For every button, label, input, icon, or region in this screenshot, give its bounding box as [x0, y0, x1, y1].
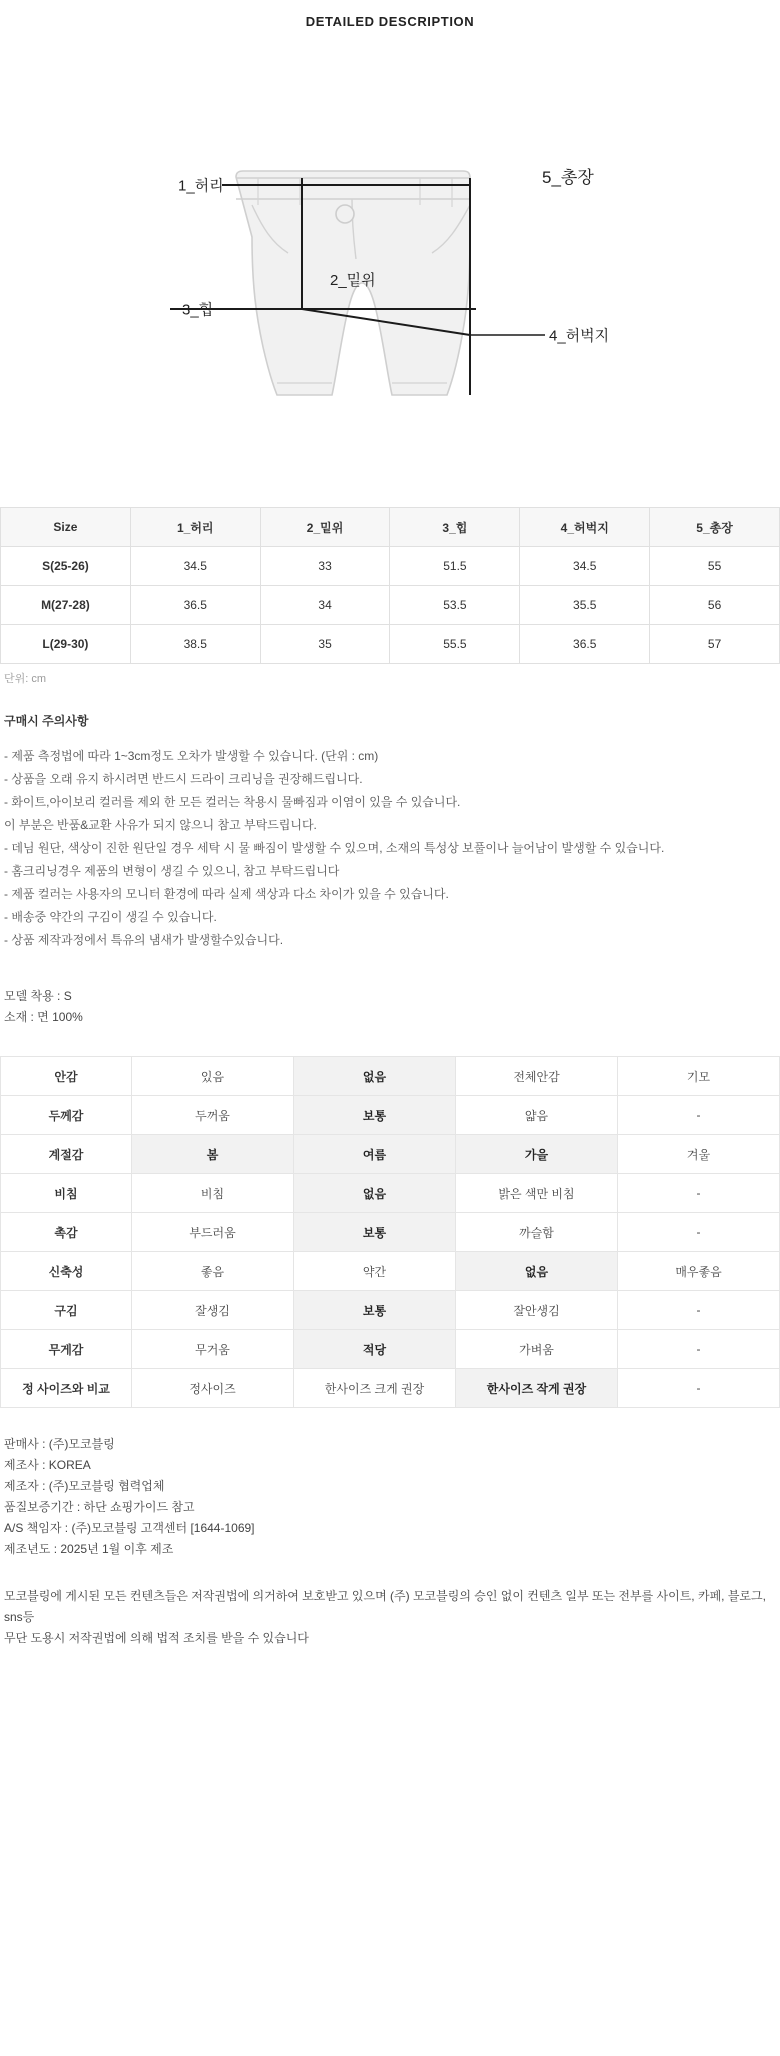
attr-option-cell: 잘생김	[132, 1291, 294, 1330]
attr-name-cell: 계절감	[1, 1135, 132, 1174]
attr-option-cell: 있음	[132, 1057, 294, 1096]
table-row	[1, 625, 780, 664]
attr-option-cell: 전체안감	[456, 1057, 618, 1096]
attr-name-cell: 안감	[1, 1057, 132, 1096]
attr-name-cell: 두께감	[1, 1096, 132, 1135]
size-table-header-cell: 5_총장	[650, 508, 780, 547]
size-value-cell: 34.5	[520, 547, 650, 586]
size-value-cell: 36.5	[130, 586, 260, 625]
size-value-cell: 55	[650, 547, 780, 586]
size-table	[0, 507, 780, 664]
attr-option-cell-selected: 없음	[456, 1252, 618, 1291]
attr-option-cell-selected: 여름	[294, 1135, 456, 1174]
table-row	[1, 586, 780, 625]
unit-note: 단위: cm	[4, 673, 47, 685]
size-table-header-cell: Size	[1, 508, 131, 547]
table-row	[1, 1174, 780, 1213]
attr-option-cell-selected: 없음	[294, 1174, 456, 1213]
attr-option-cell-selected: 없음	[294, 1057, 456, 1096]
size-table-section	[0, 507, 780, 686]
attr-option-cell: -	[618, 1096, 780, 1135]
attr-name-cell: 정 사이즈와 비교	[1, 1369, 132, 1408]
table-row	[1, 547, 780, 586]
measurement-diagram	[0, 47, 780, 507]
copyright-line: 무단 도용시 저작권법에 의해 법적 조치를 받을 수 있습니다	[4, 1631, 309, 1645]
model-info-section	[0, 986, 780, 1028]
attr-option-cell: 정사이즈	[132, 1369, 294, 1408]
attr-option-cell: 비침	[132, 1174, 294, 1213]
copyright-section	[0, 1586, 780, 1669]
attr-option-cell: 기모	[618, 1057, 780, 1096]
attr-option-cell-selected: 적당	[294, 1330, 456, 1369]
size-value-cell: 35	[260, 625, 390, 664]
notice-line: - 상품 제작과정에서 특유의 냄새가 발생할수있습니다.	[4, 933, 284, 947]
size-value-cell: 34	[260, 586, 390, 625]
attr-name-cell: 구김	[1, 1291, 132, 1330]
attr-option-cell: -	[618, 1330, 780, 1369]
size-value-cell: 35.5	[520, 586, 650, 625]
table-row	[1, 1135, 780, 1174]
attr-option-cell: 한사이즈 크게 권장	[294, 1369, 456, 1408]
size-cell: S(25-26)	[1, 547, 131, 586]
attr-option-cell-selected: 가을	[456, 1135, 618, 1174]
size-value-cell: 56	[650, 586, 780, 625]
attr-option-cell: 밝은 색만 비침	[456, 1174, 618, 1213]
table-row	[1, 1213, 780, 1252]
purchase-notice-section	[0, 712, 780, 952]
table-row	[1, 1291, 780, 1330]
notice-title: 구매시 주의사항	[4, 714, 89, 728]
attr-option-cell-selected: 보통	[294, 1096, 456, 1135]
table-row	[1, 1369, 780, 1408]
notice-line: - 배송중 약간의 구김이 생길 수 있습니다.	[4, 910, 217, 924]
seller-line: 판매사 : (주)모코블링	[4, 1437, 115, 1451]
table-row	[1, 1252, 780, 1291]
diagram-label-rise: 2_밑위	[330, 272, 376, 289]
size-table-header-cell: 2_밑위	[260, 508, 390, 547]
attr-option-cell: 부드러움	[132, 1213, 294, 1252]
attr-option-cell: 매우좋음	[618, 1252, 780, 1291]
notice-line: - 제품 측정법에 따라 1~3cm정도 오차가 발생할 수 있습니다. (단위 : cm)	[4, 749, 379, 763]
size-value-cell: 36.5	[520, 625, 650, 664]
attr-option-cell: 약간	[294, 1252, 456, 1291]
attr-name-cell: 신축성	[1, 1252, 132, 1291]
table-row	[1, 1096, 780, 1135]
size-table-header-cell: 1_허리	[130, 508, 260, 547]
size-value-cell: 38.5	[130, 625, 260, 664]
model-wearing-size: 모델 착용 : S	[4, 989, 72, 1003]
diagram-label-length: 5_총장	[542, 168, 594, 187]
attr-option-cell: 겨울	[618, 1135, 780, 1174]
seller-line: 제조사 : KOREA	[4, 1458, 91, 1472]
fabric-attribute-table	[0, 1056, 780, 1408]
diagram-label-thigh: 4_허벅지	[549, 327, 610, 345]
size-value-cell: 34.5	[130, 547, 260, 586]
seller-line: 제조년도 : 2025년 1월 이후 제조	[4, 1542, 174, 1556]
size-value-cell: 33	[260, 547, 390, 586]
notice-line: - 홈크리닝경우 제품의 변형이 생길 수 있으니, 참고 부탁드립니다	[4, 864, 340, 878]
attr-option-cell: 잘안생김	[456, 1291, 618, 1330]
attr-option-cell: 무거움	[132, 1330, 294, 1369]
table-row	[1, 1057, 780, 1096]
attr-option-cell: -	[618, 1369, 780, 1408]
size-value-cell: 55.5	[390, 625, 520, 664]
notice-line: - 상품을 오래 유지 하시려면 반드시 드라이 크리닝을 권장해드립니다.	[4, 772, 363, 786]
attr-option-cell: -	[618, 1213, 780, 1252]
notice-line: - 화이트,아이보리 컬러를 제외 한 모든 컬러는 착용시 물빠짐과 이염이 있을 수 있습니다.	[4, 795, 461, 809]
page-title: DETAILED DESCRIPTION	[305, 14, 475, 29]
seller-line: 품질보증기간 : 하단 쇼핑가이드 참고	[4, 1500, 195, 1514]
attr-option-cell-selected: 보통	[294, 1291, 456, 1330]
material-info: 소재 : 면 100%	[4, 1010, 83, 1024]
attr-option-cell: 얇음	[456, 1096, 618, 1135]
attr-option-cell-selected: 봄	[132, 1135, 294, 1174]
attr-option-cell-selected: 보통	[294, 1213, 456, 1252]
size-value-cell: 57	[650, 625, 780, 664]
attr-option-cell: -	[618, 1291, 780, 1330]
diagram-label-hip: 3_힙	[182, 301, 214, 319]
notice-line: - 제품 컬러는 사용자의 모니터 환경에 따라 실제 색상과 다소 차이가 있을 수 있습니다.	[4, 887, 449, 901]
attr-option-cell: 까슬함	[456, 1213, 618, 1252]
size-value-cell: 53.5	[390, 586, 520, 625]
notice-line: 이 부분은 반품&교환 사유가 되지 않으니 참고 부탁드립니다.	[4, 818, 317, 832]
diagram-label-waist: 1_허리	[178, 177, 224, 195]
attr-name-cell: 비침	[1, 1174, 132, 1213]
attr-name-cell: 무게감	[1, 1330, 132, 1369]
attr-option-cell: 좋음	[132, 1252, 294, 1291]
size-cell: M(27-28)	[1, 586, 131, 625]
size-table-header-cell: 3_힙	[390, 508, 520, 547]
notice-line: - 데님 원단, 색상이 진한 원단일 경우 세탁 시 물 빠짐이 발생할 수 있으며, 소재의 특성상 보풀이나 늘어남이 발생할 수 있습니다.	[4, 841, 665, 855]
shorts-illustration	[0, 47, 780, 507]
copyright-line: 모코블링에 게시된 모든 컨텐츠들은 저작권법에 의거하여 보호받고 있으며 (주) 모코블링의 승인 없이 컨텐츠 일부 또는 전부를 사이트, 카페, 블로그, sns등	[4, 1589, 766, 1624]
size-cell: L(29-30)	[1, 625, 131, 664]
seller-line: 제조자 : (주)모코블링 협력업체	[4, 1479, 165, 1493]
size-table-header-cell: 4_허벅지	[520, 508, 650, 547]
size-value-cell: 51.5	[390, 547, 520, 586]
seller-info-section	[0, 1434, 780, 1560]
table-row	[1, 1330, 780, 1369]
attr-option-cell: -	[618, 1174, 780, 1213]
attr-name-cell: 촉감	[1, 1213, 132, 1252]
size-table-header-row	[1, 508, 780, 547]
attr-option-cell: 가벼움	[456, 1330, 618, 1369]
seller-line: A/S 책임자 : (주)모코블링 고객센터 [1644-1069]	[4, 1521, 255, 1535]
attr-option-cell-selected: 한사이즈 작게 권장	[456, 1369, 618, 1408]
attr-option-cell: 두꺼움	[132, 1096, 294, 1135]
